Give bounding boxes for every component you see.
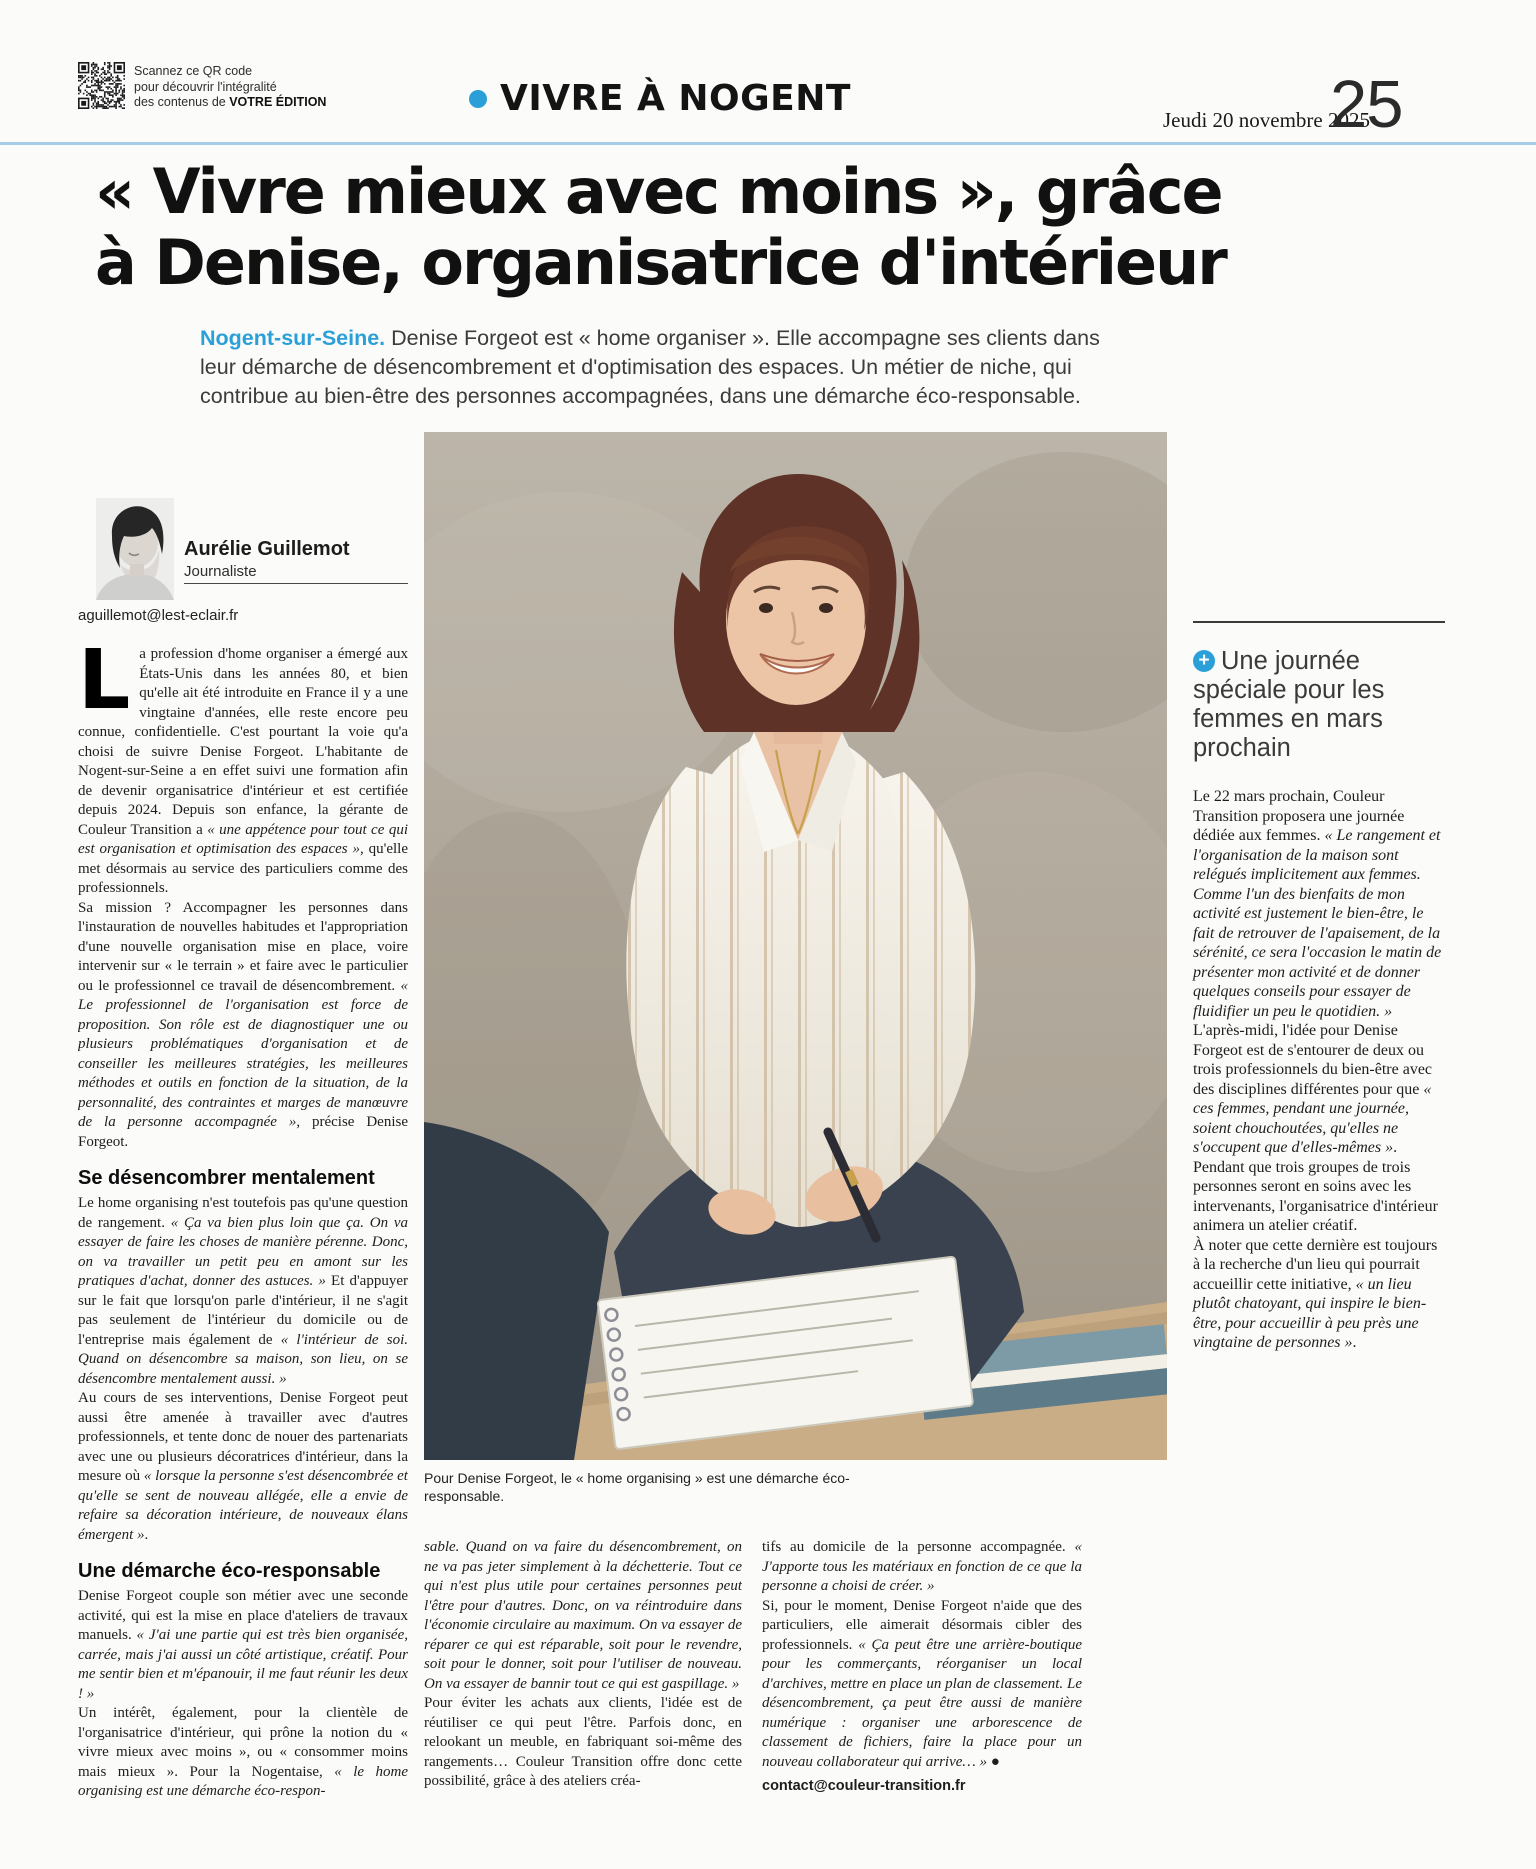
section-title: VIVRE À NOGENT [500, 78, 851, 119]
article-paragraph: À noter que cette dernière est toujours à la recherche d'un lieu qui pourrait accueillir cette initiative, « un lieu plutôt chatoyant, qui inspire le bien-être, pour accueillir à peu près une vingtaine de personnes ». [1193, 1236, 1438, 1351]
article-paragraph: Sa mission ? Accompagner les personnes dans l'instauration de nouvelles habitudes et l'appropriation d'une nouvelle organisation mise en place, voire intervenir sur « le terrain » et faire avec le particulier ou le professionnel ce travail de désencombrement. « Le professionnel de l'organisation est force de proposition. Son rôle est de diagnostiquer une ou plusieurs problématiques d'organisation et de conseiller les meilleures stratégies, les meilleures méthodes et outils en fonction de la situation, de la personnalité, des contraintes et marges de manœuvre de la personne accompagnée », précise Denise Forgeot. [78, 899, 408, 1150]
qr-note-line: Scannez ce QR code [134, 64, 253, 78]
article-column-3 [762, 1538, 1082, 1863]
photo-caption: Pour Denise Forgeot, le « home organising » est une démarche éco-responsable. [424, 1470, 850, 1504]
edition-date: Jeudi 20 novembre 2025 [1162, 108, 1370, 132]
sidebar-title: + Une journée spéciale pour les femmes en mars prochain [1193, 647, 1385, 762]
article-paragraph: Un intérêt, également, pour la clientèle de l'organisatrice d'intérieur, qui prône la notion du « vivre mieux avec moins », ou « consommer moins mais mieux ». Pour la Nogentaise, « le home organising est une démarche éco-respon- [78, 1705, 408, 1799]
article-paragraph: Si, pour le moment, Denise Forgeot n'aide que des particuliers, elle aimerait désormais cibler des professionnels. « Ça peut être une arrière-boutique pour les commerçants, réorganiser un local d'archives, mettre en place un plan de classement. Le désencombrement, ça peut être aussi de manière numérique : organiser une arborescence de classement de fichiers, faire la place pour un nouveau collaborateur qui arrive… » ● [762, 1597, 1082, 1770]
article-paragraph: Denise Forgeot couple son métier avec une seconde activité, qui est la mise en place d'ateliers de travaux manuels. « J'ai une partie qui est très bien organisée, carrée, mais j'ai aussi un côté artistique, créatif. Pour me sentir bien et m'épanouir, il me faut réunir les deux ! » [78, 1588, 408, 1702]
lede-location: Nogent-sur-Seine. [200, 326, 386, 350]
article-paragraph: Le 22 mars prochain, Couleur Transition proposera une journée dédiée aux femmes. « Le rangement et l'organisation de la maison sont relégués implicitement aux femmes. Comme l'un des bienfaits de mon activité est justement le bien-être, le fait de retrouver de l'apaisement, de la sérénité, ce sera l'occasion le matin de présenter mon activité et de donner quelques conseils pour essayer de fluidifier un peu le quotidien. » [1193, 788, 1442, 1020]
article-paragraph: La profession d'home organiser a émergé aux États-Unis dans les années 80, et bien qu'elle ait été introduite en France il y a une vingtaine d'années, elle reste encore peu connue, confidentielle. C'est pourtant la voie qu'a choisi de suivre Denise Forgeot. L'habitante de Nogent-sur-Seine a en effet suivi une formation afin de devenir organisatrice d'intérieur et est certifiée depuis 2024. Depuis son enfance, la gérante de Couleur Transition a « une appétence pour tout ce qui est organisation et optimisation des espaces », qu'elle met désormais au service des particuliers comme des professionnels. [78, 645, 408, 896]
article-subhead: Se désencombrer mentalement [78, 1167, 375, 1189]
article-photo [424, 432, 1167, 1460]
qr-note-line: des contenus de VOTRE ÉDITION [134, 95, 327, 109]
sidebar-body [1193, 787, 1445, 1353]
qr-note-line: pour découvrir l'intégralité [134, 79, 277, 94]
contact-email[interactable]: contact@couleur-transition.fr [762, 1778, 966, 1794]
journalist-photo [96, 498, 174, 600]
plus-icon: + [1193, 650, 1215, 672]
bullet-dot-icon [469, 90, 487, 108]
page-number: 25 [1330, 67, 1403, 142]
article-headline [95, 156, 1485, 298]
masthead-divider [0, 142, 1536, 145]
journalist-name: Aurélie Guillemot [184, 538, 350, 560]
journalist-role: Journaliste [184, 563, 408, 584]
byline [78, 498, 408, 624]
sidebar-box [1193, 621, 1445, 1353]
headline-line-1: « Vivre mieux avec moins », grâce [95, 155, 1222, 228]
article-paragraph: sable. Quand on va faire du désencombrement, on ne va pas jeter simplement à la déchetterie. Tout ce qui n'est plus utile pour certaines personnes peut l'être pour d'autres. Donc, on va réintroduire dans l'économie circulaire au maximum. On va essayer de réparer ce qui est réparable, soit pour le revendre, soit pour le donner, soit pour l'utiliser de nouveau. On va essayer de bannir tout ce qui est gaspillage. » [424, 1539, 742, 1692]
article-column-1 [78, 645, 408, 1860]
headline-line-2: à Denise, organisatrice d'intérieur [95, 226, 1226, 299]
article-paragraph: L'après-midi, l'idée pour Denise Forgeot est de s'entourer de deux ou trois professionnels du bien-être avec des disciplines différentes pour que « ces femmes, pendant une journée, soient chouchoutées, qu'elles ne s'occupent que d'elles-mêmes ». [1193, 1022, 1433, 1156]
journalist-email[interactable]: aguillemot@lest-eclair.fr [78, 607, 239, 624]
article-paragraph: Pour éviter les achats aux clients, l'idée est de réutiliser ce qui peut l'être. Parfois donc, en relookant un meuble, en fabriquant soi-même des rangements… Couleur Transition offre donc cette possibilité, grâce à des ateliers créa- [424, 1695, 742, 1789]
drop-cap: L [78, 645, 131, 728]
article-paragraph: Le home organising n'est toutefois pas qu'une question de rangement. « Ça va bien plus loin que ça. On va essayer de faire les choses de manière pérenne. Donc, on va travailler un petit peu en amont sur les pratiques d'achat, donner des astuces. » Et d'appuyer sur le fait que lorsqu'on parle d'intérieur, il ne s'agit pas seulement de l'intérieur du domicile ou de l'entreprise mais également de « l'intérieur de soi. Quand on désencombre sa maison, son lieu, on se désencombre mentalement aussi. » [78, 1195, 408, 1387]
article-subhead: Une démarche éco-responsable [78, 1560, 381, 1582]
article-paragraph: Pendant que trois groupes de trois personnes seront en soins avec les intervenants, l'organisatrice d'intérieur animera un atelier créatif. [1193, 1158, 1438, 1234]
article-column-2 [424, 1538, 742, 1863]
article-paragraph: tifs au domicile de la personne accompagnée. « J'apporte tous les matériaux en fonction de ce que la personne a choisi de créer. » [762, 1539, 1082, 1594]
article-lede [200, 324, 1120, 411]
sidebar-divider [1193, 621, 1445, 623]
article-paragraph: Au cours de ses interventions, Denise Forgeot peut aussi être amenée à travailler avec d'autres professionnels, et tente donc de nouer des partenariats avec une ou plusieurs décoratrices d'intérieur, dans la mesure où « lorsque la personne s'est désencombrée et qu'elle se sent de nouveau allégée, elle a envie de refaire sa décoration intérieure, de nouveaux élans émergent ». [78, 1390, 408, 1543]
lede-text: Denise Forgeot est « home organiser ». Elle accompagne ses clients dans leur démarche de désencombrement et d'optimisation des espaces. Un métier de niche, qui contribue au bien-être des personnes accompagnées, dans une démarche éco-responsable. [200, 326, 1100, 408]
